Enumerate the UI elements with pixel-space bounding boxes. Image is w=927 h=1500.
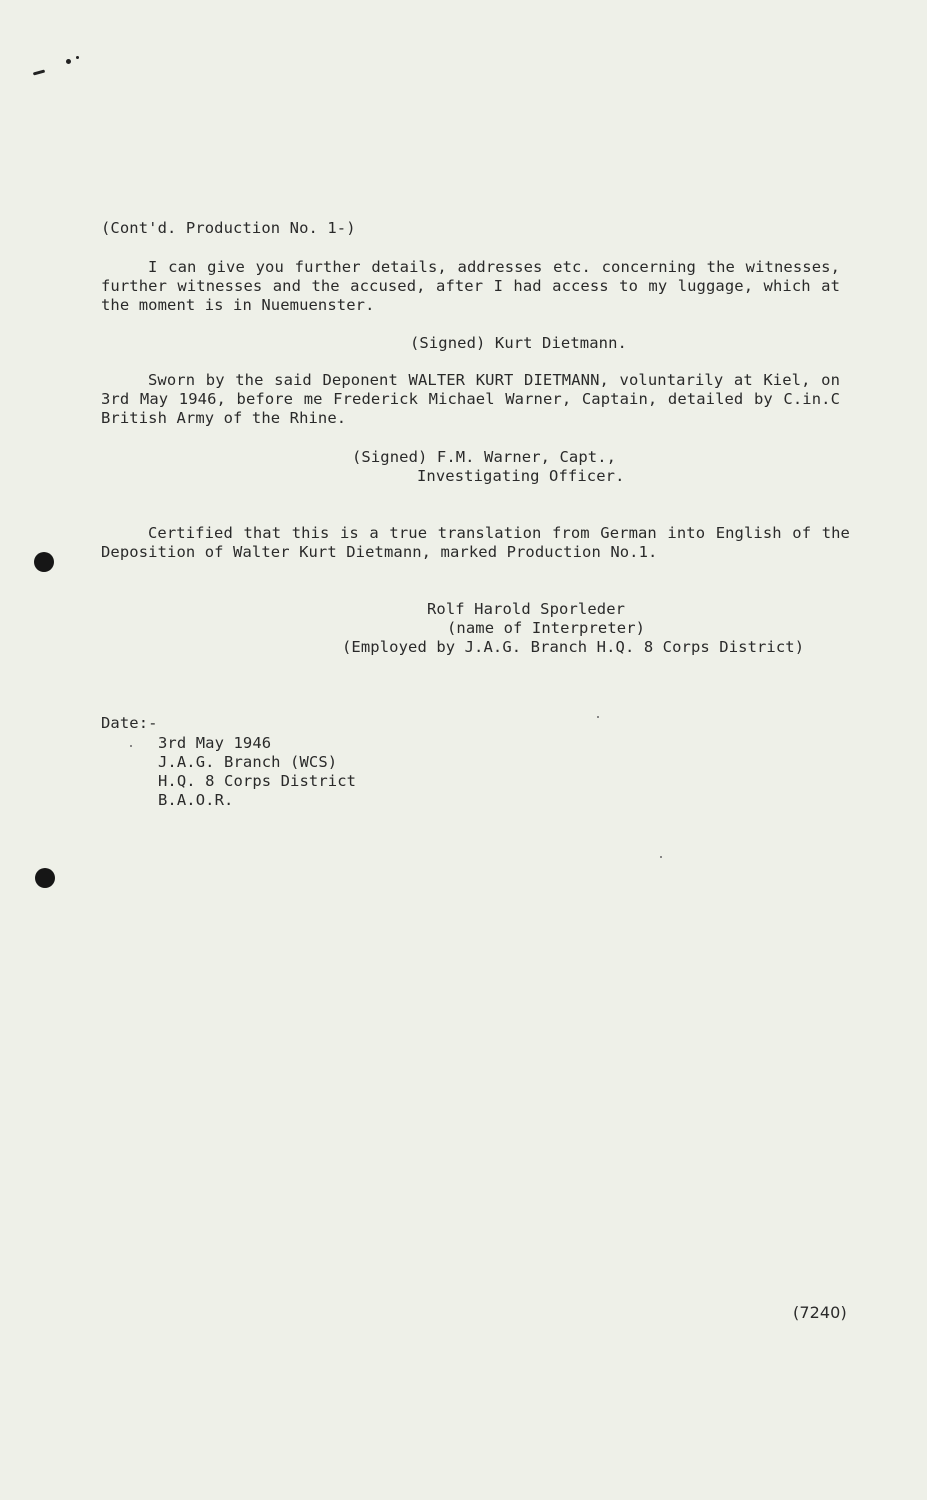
- officer-role: Investigating Officer.: [417, 467, 625, 485]
- ink-mark: [76, 56, 79, 59]
- statement-line: further witnesses and the accused, after I had access to my luggage, which at: [101, 277, 840, 295]
- form-number: (7240): [793, 1303, 847, 1322]
- statement-line: I can give you further details, addresses etc. concerning the witnesses,: [148, 258, 840, 276]
- punch-hole: [35, 868, 55, 888]
- oath-line: 3rd May 1946, before me Frederick Michael Warner, Captain, detailed by C.in.C: [101, 390, 840, 408]
- interpreter-caption: (name of Interpreter): [447, 619, 646, 637]
- ink-mark: [66, 59, 71, 64]
- deponent-signature: (Signed) Kurt Dietmann.: [410, 334, 627, 352]
- speck: [597, 716, 599, 718]
- statement-line: the moment is in Nuemuenster.: [101, 296, 375, 314]
- date-line: 3rd May 1946: [158, 734, 272, 752]
- certification-line: Certified that this is a true translation from German into English of the: [148, 524, 850, 542]
- interpreter-employer: (Employed by J.A.G. Branch H.Q. 8 Corps District): [342, 638, 805, 656]
- punch-hole: [34, 552, 54, 572]
- certification-line: Deposition of Walter Kurt Dietmann, marked Production No.1.: [101, 543, 658, 561]
- speck: [130, 745, 132, 747]
- date-line: B.A.O.R.: [158, 791, 234, 809]
- speck: [660, 856, 662, 858]
- oath-line: Sworn by the said Deponent WALTER KURT DIETMANN, voluntarily at Kiel, on: [148, 371, 840, 389]
- date-line: H.Q. 8 Corps District: [158, 772, 357, 790]
- interpreter-name: Rolf Harold Sporleder: [427, 600, 626, 618]
- date-line: J.A.G. Branch (WCS): [158, 753, 338, 771]
- oath-line: British Army of the Rhine.: [101, 409, 347, 427]
- ink-mark: [33, 69, 45, 75]
- continuation-heading: (Cont'd. Production No. 1-): [101, 219, 356, 237]
- date-label: Date:-: [101, 714, 158, 732]
- officer-signature: (Signed) F.M. Warner, Capt.,: [352, 448, 617, 466]
